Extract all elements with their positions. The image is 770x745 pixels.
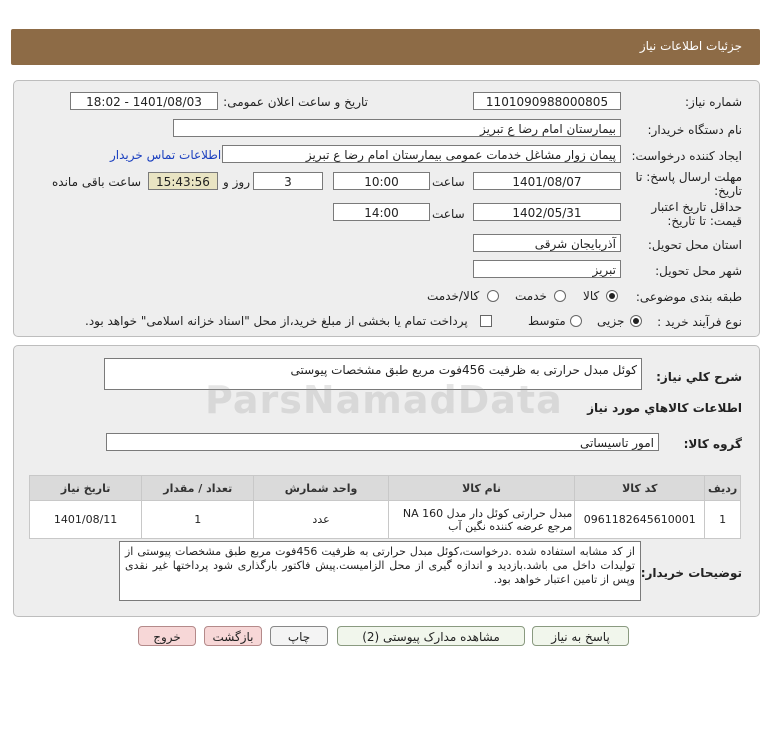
col-name: نام کالا [388, 476, 575, 501]
page-title: جزئیات اطلاعات نیاز [639, 39, 742, 53]
exit-button[interactable]: خروج [138, 626, 196, 646]
treasury-checkbox[interactable] [480, 315, 492, 327]
view-attachments-button[interactable]: مشاهده مدارک پیوستی (2) [337, 626, 525, 646]
cell-name: مبدل حرارتی کوئل دار مدل NA 160 مرجع عرضه کننده نگین آب [388, 501, 575, 539]
need-number-label: شماره نیاز: [685, 95, 742, 109]
process-minor-label: جزیی [597, 314, 625, 328]
announce-date-field: 1401/08/03 - 18:02 [70, 92, 218, 110]
delivery-city-field: تبریز [473, 260, 621, 278]
buyer-contact-link[interactable]: اطلاعات تماس خریدار [110, 148, 222, 162]
process-minor-radio[interactable] [630, 315, 642, 327]
cell-row: 1 [705, 501, 741, 539]
goods-info-title: اطلاعات كالاهاي مورد نياز [587, 401, 742, 415]
price-validity-label: حداقل تاریخ اعتبار [651, 200, 742, 214]
price-validity-label-date: قیمت: تا تاریخ: [667, 214, 742, 228]
price-validity-date-field: 1402/05/31 [473, 203, 621, 221]
remaining-time-label: ساعت باقی مانده [52, 175, 142, 189]
need-number-field: 1101090988000805 [473, 92, 621, 110]
buyer-org-label: نام دستگاه خریدار: [647, 123, 742, 137]
category-goods-service-radio[interactable] [487, 290, 499, 302]
general-description-field: کوئل مبدل حرارتی به ظرفیت 456فوت مربع طبق مشخصات پیوستی [104, 358, 642, 390]
category-goods-radio[interactable] [606, 290, 618, 302]
cell-quantity: 1 [142, 501, 254, 539]
category-goods-label: کالا [583, 289, 600, 303]
col-row: ردیف [705, 476, 741, 501]
delivery-city-label: شهر محل تحویل: [655, 264, 742, 278]
price-validity-time-label: ساعت [432, 207, 465, 221]
col-unit: واحد شمارش [254, 476, 388, 501]
buyer-notes-label: توضیحات خریدار: [640, 566, 742, 580]
goods-group-label: گروه کالا: [683, 437, 742, 451]
cell-need-date: 1401/08/11 [30, 501, 142, 539]
category-label: طبقه بندی موضوعی: [635, 290, 742, 304]
buyer-org-field: بیمارستان امام رضا ع تبریز [173, 119, 621, 137]
process-type-label: نوع فرآیند خرید : [657, 315, 742, 329]
deadline-date-field: 1401/08/07 [473, 172, 621, 190]
price-validity-time-field: 14:00 [333, 203, 430, 221]
back-button[interactable]: بازگشت [204, 626, 262, 646]
deadline-label: مهلت ارسال پاسخ: تا [635, 170, 742, 184]
col-need-date: تاریخ نیاز [30, 476, 142, 501]
goods-group-field: امور تاسیساتی [106, 433, 659, 451]
treasury-note: پرداخت تمام یا بخشی از مبلغ خرید،از محل "اسناد خزانه اسلامی" خواهد بود. [85, 314, 468, 328]
process-medium-radio[interactable] [570, 315, 582, 327]
remaining-time-field: 15:43:56 [148, 172, 218, 190]
remaining-days-field: 3 [253, 172, 323, 190]
cell-unit: عدد [254, 501, 388, 539]
category-service-radio[interactable] [554, 290, 566, 302]
category-service-label: خدمت [515, 289, 547, 303]
goods-table [29, 475, 741, 539]
col-code: کد کالا [575, 476, 705, 501]
general-description-label: شرح كلي نياز: [656, 370, 742, 384]
reply-button[interactable]: پاسخ به نیاز [532, 626, 629, 646]
delivery-province-field: آذربایجان شرقی [473, 234, 621, 252]
delivery-province-label: استان محل تحویل: [647, 238, 742, 252]
col-quantity: تعداد / مقدار [142, 476, 254, 501]
deadline-time-label: ساعت [432, 175, 465, 189]
deadline-time-field: 10:00 [333, 172, 430, 190]
days-label: روز و [223, 175, 250, 189]
category-goods-service-label: کالا/خدمت [427, 289, 480, 303]
cell-code: 0961182645610001 [575, 501, 705, 539]
goods-table-header [30, 476, 741, 501]
request-creator-label: ایجاد کننده درخواست: [631, 149, 742, 163]
print-button[interactable]: چاپ [270, 626, 328, 646]
process-medium-label: متوسط [528, 314, 566, 328]
page-header [11, 29, 760, 65]
parsnamad-watermark: ParsNamadData [205, 378, 563, 422]
deadline-label-date: تاریخ: [714, 184, 742, 198]
announce-date-label: تاریخ و ساعت اعلان عمومی: [223, 95, 368, 109]
request-creator-field: پیمان زوار مشاغل خدمات عمومی بیمارستان امام رضا ع تبریز [222, 145, 621, 163]
buyer-notes-field: از کد مشابه استفاده شده .درخواست،کوئل مبدل حرارتی به ظرفیت 456فوت مربع طبق مشخصات پیوستی از تولیدات داخل می باشد.بازدید و اندازه گیری از محل الزامیست.پیش فاکتور بارگذاری شود پرداختها غیر نقدی وپس از تامین اعتبار خواهد بود. [119, 541, 641, 601]
table-row [30, 501, 741, 539]
